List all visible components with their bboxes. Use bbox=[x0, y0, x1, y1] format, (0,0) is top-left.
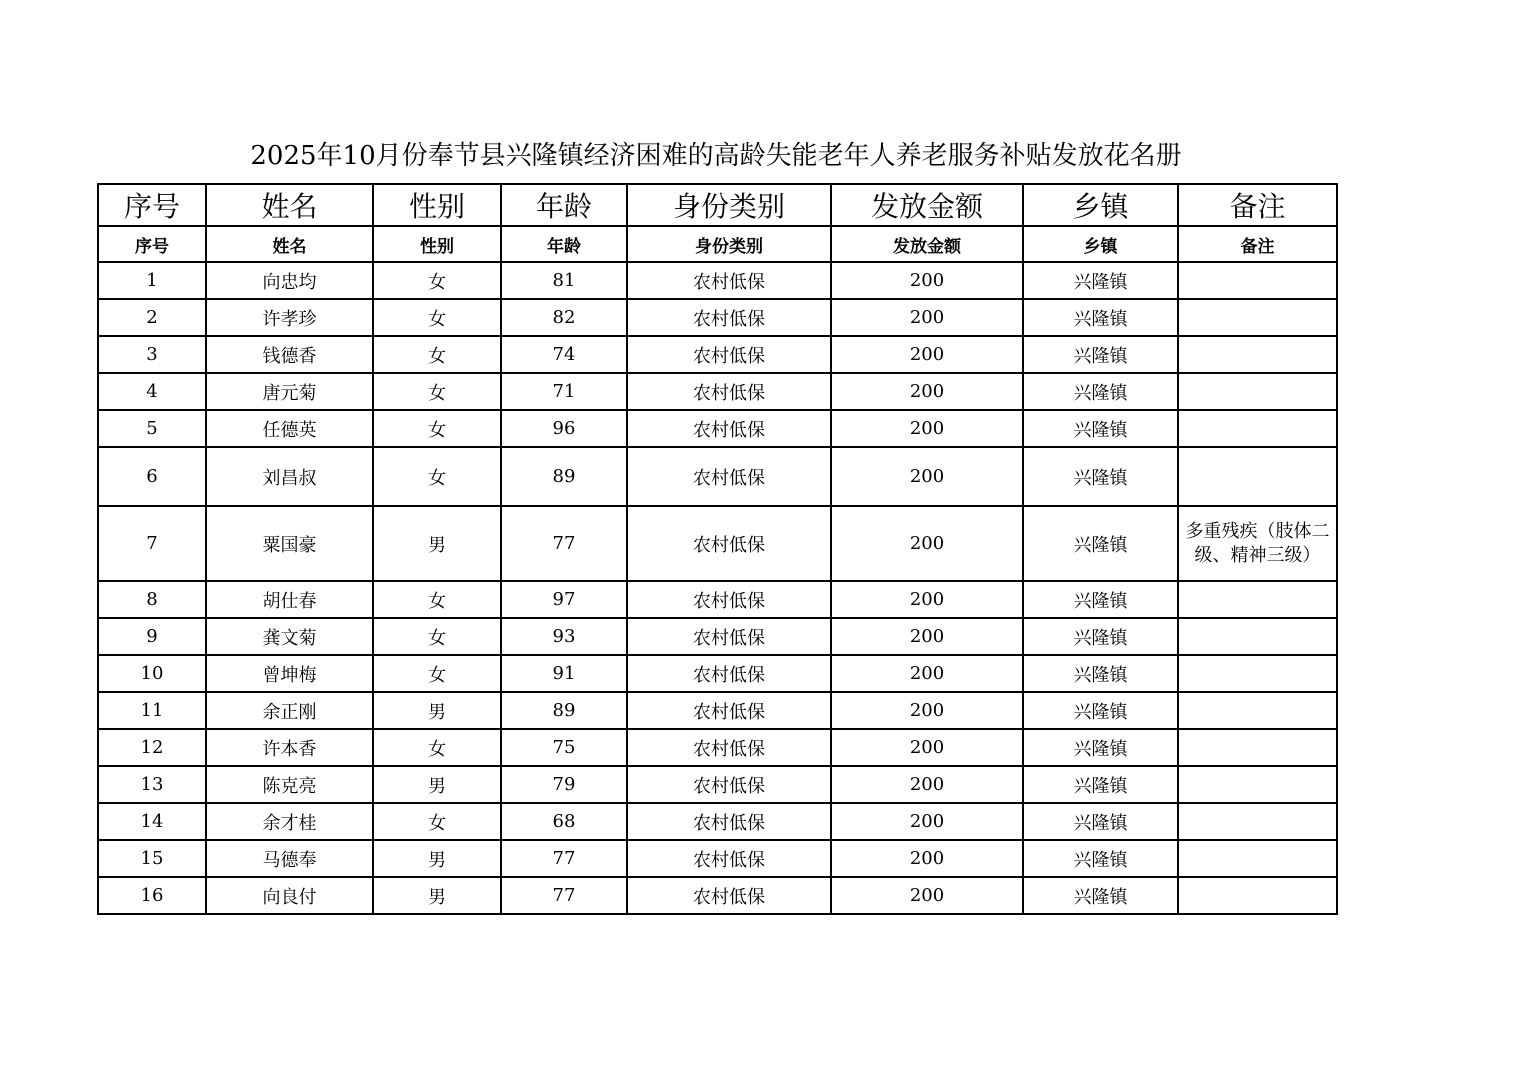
subheader-no: 序号 bbox=[98, 226, 206, 262]
cell-category: 农村低保 bbox=[627, 447, 831, 506]
cell-amount: 200 bbox=[831, 262, 1023, 299]
header-row-small bbox=[98, 226, 1337, 262]
cell-no: 16 bbox=[98, 877, 206, 914]
cell-gender: 女 bbox=[373, 581, 501, 618]
cell-remark bbox=[1178, 447, 1337, 506]
cell-town: 兴隆镇 bbox=[1023, 877, 1178, 914]
cell-no: 10 bbox=[98, 655, 206, 692]
cell-name: 唐元菊 bbox=[206, 373, 373, 410]
cell-age: 81 bbox=[501, 262, 627, 299]
header-row-large bbox=[98, 184, 1337, 226]
header-no: 序号 bbox=[98, 184, 206, 226]
subheader-gender: 性别 bbox=[373, 226, 501, 262]
table-row bbox=[98, 618, 1337, 655]
cell-category: 农村低保 bbox=[627, 766, 831, 803]
cell-remark bbox=[1178, 299, 1337, 336]
cell-name: 余正刚 bbox=[206, 692, 373, 729]
cell-remark bbox=[1178, 618, 1337, 655]
cell-age: 71 bbox=[501, 373, 627, 410]
cell-remark bbox=[1178, 373, 1337, 410]
table-row bbox=[98, 336, 1337, 373]
cell-town: 兴隆镇 bbox=[1023, 299, 1178, 336]
subsidy-roster-table bbox=[97, 183, 1338, 915]
cell-no: 3 bbox=[98, 336, 206, 373]
cell-gender: 女 bbox=[373, 373, 501, 410]
cell-remark bbox=[1178, 803, 1337, 840]
table-row bbox=[98, 655, 1337, 692]
cell-gender: 男 bbox=[373, 692, 501, 729]
table-row bbox=[98, 410, 1337, 447]
cell-age: 75 bbox=[501, 729, 627, 766]
cell-no: 5 bbox=[98, 410, 206, 447]
cell-name: 马德奉 bbox=[206, 840, 373, 877]
cell-category: 农村低保 bbox=[627, 840, 831, 877]
cell-amount: 200 bbox=[831, 447, 1023, 506]
cell-remark bbox=[1178, 840, 1337, 877]
cell-amount: 200 bbox=[831, 840, 1023, 877]
cell-age: 77 bbox=[501, 506, 627, 581]
cell-no: 11 bbox=[98, 692, 206, 729]
cell-category: 农村低保 bbox=[627, 373, 831, 410]
cell-gender: 女 bbox=[373, 655, 501, 692]
cell-no: 13 bbox=[98, 766, 206, 803]
cell-category: 农村低保 bbox=[627, 877, 831, 914]
cell-town: 兴隆镇 bbox=[1023, 410, 1178, 447]
cell-town: 兴隆镇 bbox=[1023, 373, 1178, 410]
header-name: 姓名 bbox=[206, 184, 373, 226]
cell-gender: 女 bbox=[373, 299, 501, 336]
cell-no: 4 bbox=[98, 373, 206, 410]
table-row bbox=[98, 803, 1337, 840]
cell-category: 农村低保 bbox=[627, 581, 831, 618]
cell-age: 97 bbox=[501, 581, 627, 618]
table-row bbox=[98, 373, 1337, 410]
cell-gender: 男 bbox=[373, 840, 501, 877]
cell-amount: 200 bbox=[831, 766, 1023, 803]
cell-no: 8 bbox=[98, 581, 206, 618]
cell-amount: 200 bbox=[831, 692, 1023, 729]
cell-town: 兴隆镇 bbox=[1023, 262, 1178, 299]
subheader-category: 身份类别 bbox=[627, 226, 831, 262]
cell-amount: 200 bbox=[831, 803, 1023, 840]
cell-name: 陈克亮 bbox=[206, 766, 373, 803]
cell-remark bbox=[1178, 655, 1337, 692]
cell-category: 农村低保 bbox=[627, 506, 831, 581]
cell-name: 许孝珍 bbox=[206, 299, 373, 336]
cell-no: 9 bbox=[98, 618, 206, 655]
cell-age: 74 bbox=[501, 336, 627, 373]
cell-town: 兴隆镇 bbox=[1023, 618, 1178, 655]
document-title: 2025年10月份奉节县兴隆镇经济困难的高龄失能老年人养老服务补贴发放花名册 bbox=[250, 141, 1182, 171]
cell-age: 79 bbox=[501, 766, 627, 803]
cell-name: 龚文菊 bbox=[206, 618, 373, 655]
cell-age: 89 bbox=[501, 447, 627, 506]
cell-amount: 200 bbox=[831, 618, 1023, 655]
cell-category: 农村低保 bbox=[627, 262, 831, 299]
cell-amount: 200 bbox=[831, 336, 1023, 373]
table-row bbox=[98, 506, 1337, 581]
cell-age: 82 bbox=[501, 299, 627, 336]
cell-name: 许本香 bbox=[206, 729, 373, 766]
cell-remark bbox=[1178, 692, 1337, 729]
cell-amount: 200 bbox=[831, 410, 1023, 447]
subheader-name: 姓名 bbox=[206, 226, 373, 262]
cell-remark bbox=[1178, 877, 1337, 914]
table-row bbox=[98, 840, 1337, 877]
cell-town: 兴隆镇 bbox=[1023, 655, 1178, 692]
cell-remark: 多重残疾（肢体二级、精神三级） bbox=[1178, 506, 1337, 581]
cell-name: 余才桂 bbox=[206, 803, 373, 840]
cell-age: 91 bbox=[501, 655, 627, 692]
cell-town: 兴隆镇 bbox=[1023, 692, 1178, 729]
cell-name: 粟国豪 bbox=[206, 506, 373, 581]
table-row bbox=[98, 447, 1337, 506]
table-row bbox=[98, 299, 1337, 336]
cell-category: 农村低保 bbox=[627, 803, 831, 840]
cell-gender: 男 bbox=[373, 506, 501, 581]
cell-no: 6 bbox=[98, 447, 206, 506]
cell-amount: 200 bbox=[831, 877, 1023, 914]
header-category: 身份类别 bbox=[627, 184, 831, 226]
cell-name: 向良付 bbox=[206, 877, 373, 914]
cell-category: 农村低保 bbox=[627, 299, 831, 336]
cell-category: 农村低保 bbox=[627, 618, 831, 655]
cell-amount: 200 bbox=[831, 655, 1023, 692]
cell-town: 兴隆镇 bbox=[1023, 729, 1178, 766]
cell-remark bbox=[1178, 729, 1337, 766]
cell-amount: 200 bbox=[831, 373, 1023, 410]
header-gender: 性别 bbox=[373, 184, 501, 226]
cell-name: 向忠均 bbox=[206, 262, 373, 299]
table-row bbox=[98, 877, 1337, 914]
cell-name: 曾坤梅 bbox=[206, 655, 373, 692]
cell-town: 兴隆镇 bbox=[1023, 336, 1178, 373]
cell-no: 7 bbox=[98, 506, 206, 581]
cell-no: 2 bbox=[98, 299, 206, 336]
header-remark: 备注 bbox=[1178, 184, 1337, 226]
cell-category: 农村低保 bbox=[627, 692, 831, 729]
subheader-town: 乡镇 bbox=[1023, 226, 1178, 262]
cell-remark bbox=[1178, 336, 1337, 373]
cell-no: 14 bbox=[98, 803, 206, 840]
cell-category: 农村低保 bbox=[627, 655, 831, 692]
cell-town: 兴隆镇 bbox=[1023, 803, 1178, 840]
cell-gender: 女 bbox=[373, 262, 501, 299]
cell-remark bbox=[1178, 262, 1337, 299]
cell-town: 兴隆镇 bbox=[1023, 447, 1178, 506]
cell-remark bbox=[1178, 766, 1337, 803]
table-row bbox=[98, 692, 1337, 729]
cell-amount: 200 bbox=[831, 581, 1023, 618]
cell-age: 77 bbox=[501, 877, 627, 914]
cell-category: 农村低保 bbox=[627, 410, 831, 447]
cell-no: 1 bbox=[98, 262, 206, 299]
cell-name: 刘昌叔 bbox=[206, 447, 373, 506]
cell-age: 77 bbox=[501, 840, 627, 877]
cell-town: 兴隆镇 bbox=[1023, 766, 1178, 803]
table-row bbox=[98, 581, 1337, 618]
table-row bbox=[98, 766, 1337, 803]
cell-age: 96 bbox=[501, 410, 627, 447]
cell-town: 兴隆镇 bbox=[1023, 840, 1178, 877]
cell-amount: 200 bbox=[831, 299, 1023, 336]
cell-age: 93 bbox=[501, 618, 627, 655]
cell-gender: 女 bbox=[373, 618, 501, 655]
cell-amount: 200 bbox=[831, 506, 1023, 581]
cell-category: 农村低保 bbox=[627, 729, 831, 766]
subheader-remark: 备注 bbox=[1178, 226, 1337, 262]
cell-amount: 200 bbox=[831, 729, 1023, 766]
cell-name: 胡仕春 bbox=[206, 581, 373, 618]
cell-town: 兴隆镇 bbox=[1023, 581, 1178, 618]
cell-gender: 男 bbox=[373, 766, 501, 803]
subheader-amount: 发放金额 bbox=[831, 226, 1023, 262]
cell-gender: 女 bbox=[373, 447, 501, 506]
cell-name: 任德英 bbox=[206, 410, 373, 447]
cell-gender: 男 bbox=[373, 877, 501, 914]
cell-gender: 女 bbox=[373, 729, 501, 766]
header-town: 乡镇 bbox=[1023, 184, 1178, 226]
cell-category: 农村低保 bbox=[627, 336, 831, 373]
header-amount: 发放金额 bbox=[831, 184, 1023, 226]
table-row bbox=[98, 729, 1337, 766]
cell-gender: 女 bbox=[373, 336, 501, 373]
table-row bbox=[98, 262, 1337, 299]
header-age: 年龄 bbox=[501, 184, 627, 226]
cell-town: 兴隆镇 bbox=[1023, 506, 1178, 581]
cell-gender: 女 bbox=[373, 803, 501, 840]
cell-no: 15 bbox=[98, 840, 206, 877]
cell-remark bbox=[1178, 581, 1337, 618]
cell-name: 钱德香 bbox=[206, 336, 373, 373]
cell-no: 12 bbox=[98, 729, 206, 766]
cell-age: 89 bbox=[501, 692, 627, 729]
cell-remark bbox=[1178, 410, 1337, 447]
cell-gender: 女 bbox=[373, 410, 501, 447]
subheader-age: 年龄 bbox=[501, 226, 627, 262]
cell-age: 68 bbox=[501, 803, 627, 840]
